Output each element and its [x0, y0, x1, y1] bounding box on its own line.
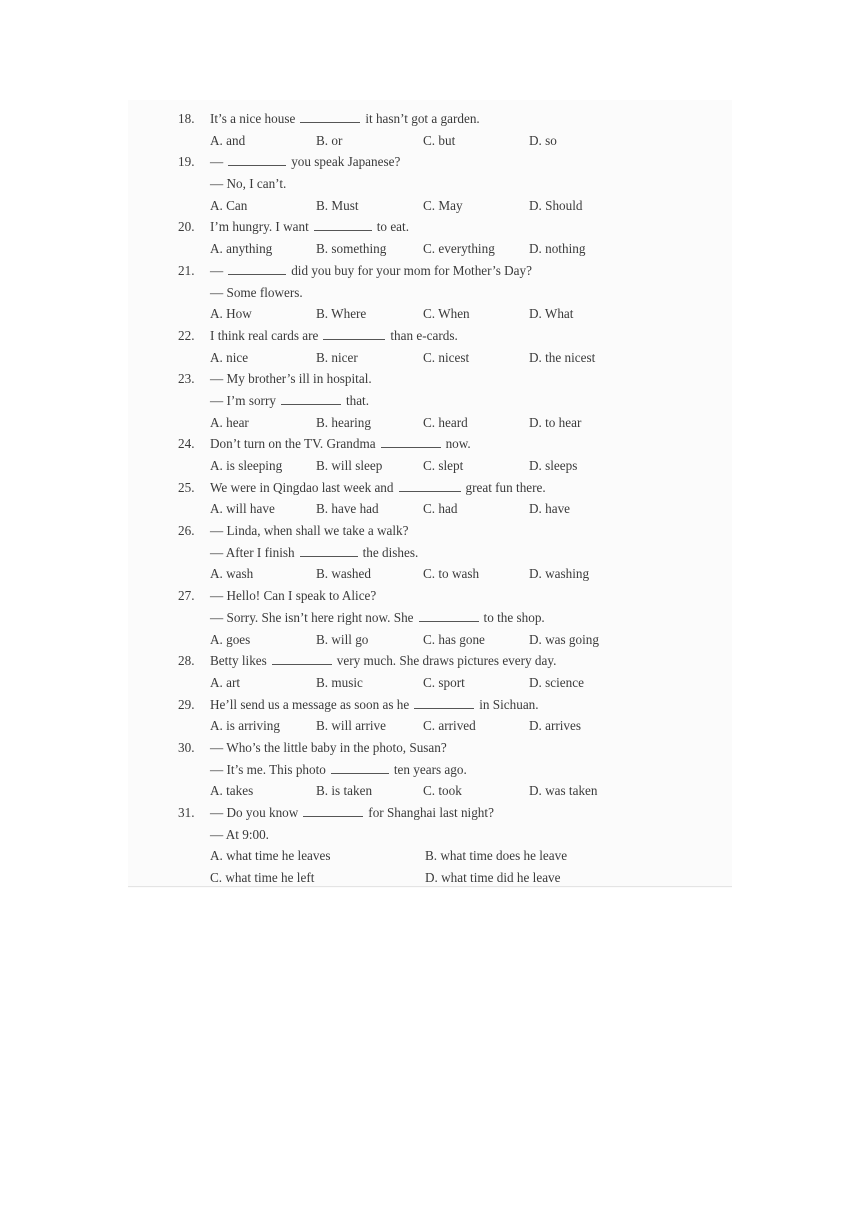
options-row	[178, 347, 638, 369]
question-line	[178, 542, 638, 564]
question-number: 18.	[178, 111, 195, 126]
option: C. what time he left	[210, 870, 315, 886]
option: C. sport	[423, 674, 465, 690]
option: A. goes	[210, 631, 251, 647]
question-text: Betty likes	[210, 653, 267, 669]
option: A. How	[210, 306, 252, 322]
question-line	[178, 390, 638, 412]
question-line	[178, 173, 638, 195]
answer-blank	[323, 326, 385, 340]
question-line	[178, 694, 638, 716]
question-text: — It’s me. This photo	[210, 761, 326, 777]
option: D. was taken	[529, 783, 598, 799]
options-row	[178, 845, 638, 867]
answer-blank	[281, 391, 341, 405]
option: A. Can	[210, 197, 248, 213]
option: B. is taken	[316, 783, 373, 799]
option: A. and	[210, 132, 246, 148]
answer-blank	[272, 651, 332, 665]
question-line	[178, 585, 638, 607]
question-text: that.	[345, 392, 370, 408]
question-line	[178, 477, 638, 499]
question-number: 30.	[178, 739, 195, 755]
question-text: did you buy for your mom for Mother’s Day?	[291, 262, 532, 278]
question-text: — Do you know	[210, 805, 299, 820]
question-text: ten years ago.	[393, 761, 467, 777]
option: C. When	[423, 306, 470, 322]
question-text: — Hello! Can I speak to Alice?	[210, 588, 377, 604]
question-text: the dishes.	[362, 544, 419, 560]
question-number: 28.	[178, 653, 195, 669]
option: A. hear	[210, 414, 249, 430]
question-line	[178, 607, 638, 629]
option: C. everything	[423, 241, 495, 257]
option: D. arrives	[529, 718, 581, 734]
option: B. have had	[316, 501, 379, 517]
option: D. What	[529, 306, 574, 322]
option: D. what time did he leave	[425, 870, 561, 886]
question-text: — Who’s the little baby in the photo, Susan?	[210, 739, 447, 755]
option: D. sleeps	[529, 458, 578, 473]
question-text: — Some flowers.	[210, 284, 303, 300]
question-line	[178, 151, 638, 173]
option: A. takes	[210, 783, 254, 799]
question-number: 23.	[178, 371, 195, 387]
option: B. or	[316, 132, 343, 148]
answer-blank	[300, 109, 360, 123]
option: C. slept	[423, 458, 464, 473]
options-row	[178, 715, 638, 737]
question-number: 25.	[178, 479, 195, 495]
question-text: it hasn’t got a garden.	[365, 111, 480, 126]
options-row	[178, 130, 638, 152]
option: D. Should	[529, 197, 583, 213]
answer-blank	[228, 261, 286, 275]
question-text: —	[210, 262, 224, 278]
option: D. washing	[529, 566, 590, 582]
question-number: 20.	[178, 219, 195, 235]
option: A. will have	[210, 501, 275, 517]
option: C. has gone	[423, 631, 485, 647]
option: D. nothing	[529, 241, 586, 257]
option: D. so	[529, 132, 557, 148]
options-row	[178, 672, 638, 694]
question-line	[178, 737, 638, 759]
question-text: — At 9:00.	[210, 826, 269, 842]
question-line	[178, 433, 638, 455]
option: C. heard	[423, 414, 468, 430]
option: B. music	[316, 674, 363, 690]
question-text: — No, I can’t.	[210, 176, 287, 192]
question-number: 24.	[178, 436, 195, 452]
question-text: than e-cards.	[390, 327, 458, 343]
option: B. what time does he leave	[425, 848, 568, 864]
question-line	[178, 520, 638, 542]
options-row	[178, 780, 638, 802]
option: C. to wash	[423, 566, 480, 582]
question-text: now.	[445, 436, 471, 452]
option: A. nice	[210, 349, 249, 365]
option: B. will arrive	[316, 718, 386, 734]
option: B. something	[316, 241, 387, 257]
options-row	[178, 629, 638, 651]
options-row	[178, 867, 638, 889]
options-row	[178, 498, 638, 520]
option: D. have	[529, 501, 571, 517]
question-text: great fun there.	[465, 479, 546, 495]
question-text: for Shanghai last night?	[368, 805, 494, 820]
question-text: to the shop.	[483, 609, 545, 625]
option: B. hearing	[316, 414, 371, 430]
question-text: — Sorry. She isn’t here right now. She	[210, 609, 414, 625]
options-row	[178, 563, 638, 585]
options-row	[178, 238, 638, 260]
question-text: I think real cards are	[210, 327, 319, 343]
question-line	[178, 824, 638, 846]
option: C. had	[423, 501, 458, 517]
question-text: — After I finish	[210, 544, 295, 560]
option: A. art	[210, 674, 241, 690]
question-line	[178, 759, 638, 781]
options-row	[178, 195, 638, 217]
option: D. was going	[529, 631, 599, 647]
option: C. May	[423, 197, 463, 213]
answer-blank	[314, 217, 372, 231]
question-line	[178, 802, 638, 824]
answer-blank	[381, 434, 441, 448]
option: C. nicest	[423, 349, 470, 365]
question-number: 31.	[178, 805, 195, 820]
question-number: 29.	[178, 696, 195, 712]
question-text: — I’m sorry	[210, 392, 276, 408]
option: C. arrived	[423, 718, 476, 734]
question-line	[178, 650, 638, 672]
option: D. science	[529, 674, 584, 690]
options-row	[178, 412, 638, 434]
question-text: He’ll send us a message as soon as he	[210, 696, 410, 712]
option: A. anything	[210, 241, 273, 257]
question-text: very much. She draws pictures every day.	[336, 653, 557, 669]
question-text: We were in Qingdao last week and	[210, 479, 394, 495]
question-text: to eat.	[376, 219, 409, 235]
question-text: —	[210, 154, 224, 170]
option: C. took	[423, 783, 462, 799]
option: A. wash	[210, 566, 254, 582]
option: C. but	[423, 132, 456, 148]
option: B. will go	[316, 631, 369, 647]
question-text: It’s a nice house	[210, 111, 296, 126]
question-number: 26.	[178, 523, 195, 539]
question-text: I’m hungry. I want	[210, 219, 309, 235]
options-row	[178, 303, 638, 325]
question-line	[178, 216, 638, 238]
option: B. Where	[316, 306, 367, 322]
answer-blank	[300, 543, 358, 557]
option: A. what time he leaves	[210, 848, 331, 864]
question-text: — Linda, when shall we take a walk?	[210, 523, 409, 539]
answer-blank	[331, 760, 389, 774]
question-text: you speak Japanese?	[291, 154, 401, 170]
option: A. is arriving	[210, 718, 280, 734]
answer-blank	[399, 478, 461, 492]
question-line	[178, 282, 638, 304]
question-number: 22.	[178, 327, 195, 343]
answer-blank	[414, 695, 474, 709]
question-text: in Sichuan.	[479, 696, 539, 712]
question-line	[178, 368, 638, 390]
option: A. is sleeping	[210, 458, 283, 473]
option: B. will sleep	[316, 458, 383, 473]
question-text: Don’t turn on the TV. Grandma	[210, 436, 376, 452]
option: B. Must	[316, 197, 359, 213]
answer-blank	[303, 803, 363, 817]
option: B. washed	[316, 566, 371, 582]
options-row	[178, 455, 638, 477]
option: D. the nicest	[529, 349, 596, 365]
question-line	[178, 108, 638, 130]
answer-blank	[228, 152, 286, 166]
option: D. to hear	[529, 414, 582, 430]
question-line	[178, 325, 638, 347]
question-list	[178, 108, 638, 889]
question-line	[178, 260, 638, 282]
question-number: 21.	[178, 262, 195, 278]
question-number: 19.	[178, 154, 195, 170]
question-text: — My brother’s ill in hospital.	[210, 371, 372, 387]
answer-blank	[419, 608, 479, 622]
option: B. nicer	[316, 349, 358, 365]
question-number: 27.	[178, 588, 195, 604]
